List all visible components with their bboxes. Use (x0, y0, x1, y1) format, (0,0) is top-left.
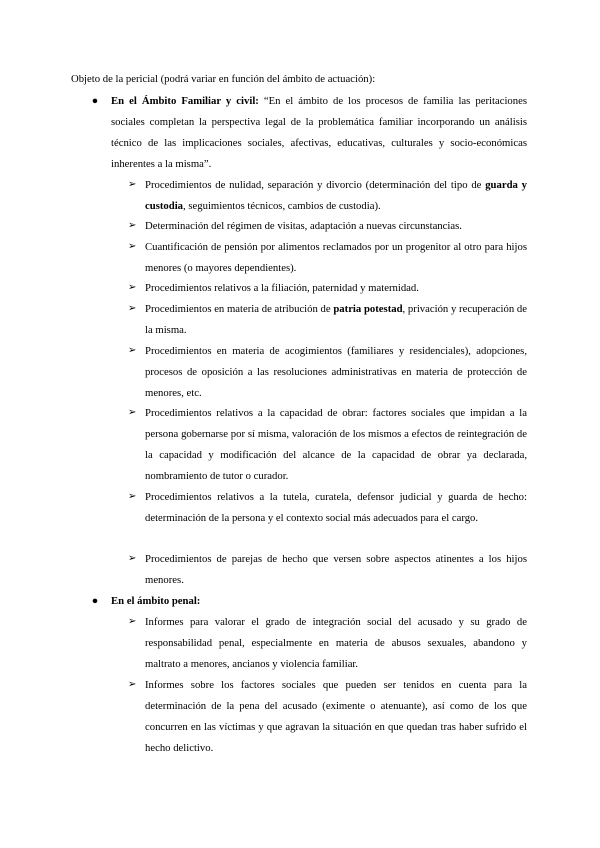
arrow-bullet-icon: ➢ (128, 616, 137, 627)
arrow-bullet-icon: ➢ (128, 179, 137, 190)
arrow-bullet-icon: ➢ (128, 241, 137, 252)
arrow-bullet-icon: ➢ (128, 345, 137, 356)
list-item: ➢ Procedimientos relativos a la tutela, curatela, defensor judicial y guarda de hecho: determinación de la persona y el contexto social más adecuados para el cargo. (145, 487, 527, 529)
list-item: ➢ Determinación del régimen de visitas, adaptación a nuevas circunstancias. (145, 216, 527, 237)
section-text: “En el ámbito de los procesos de familia las peritaciones sociales completan la perspectiva legal de la problemática familiar incorporando un análisis técnico de las implicaciones sociales, afectivas, educativas, culturales y socio-económicas inherentes a la misma”. (111, 95, 527, 170)
section-heading: En el ámbito penal: (111, 595, 201, 607)
arrow-bullet-icon: ➢ (128, 303, 137, 314)
list-item: ➢ Cuantificación de pensión por alimentos reclamados por un progenitor al otro para hijos menores (o mayores dependientes). (145, 237, 527, 279)
arrow-bullet-icon: ➢ (128, 679, 137, 690)
list-item: ➢ Informes para valorar el grado de integración social del acusado y su grado de responsabilidad penal, especialmente en materia de abusos sexuales, abandono y maltrato a menores, ancianos y violencia familiar. (145, 612, 527, 675)
list-item: ➢ Procedimientos en materia de atribución de patria potestad, privación y recuperación de la misma. (145, 299, 527, 341)
section-heading: En el Ámbito Familiar y civil: (111, 95, 259, 107)
arrow-bullet-icon: ➢ (128, 491, 137, 502)
arrow-bullet-icon: ➢ (128, 282, 137, 293)
list-item: ➢ Procedimientos relativos a la filiación, paternidad y maternidad. (145, 278, 527, 299)
intro-line: Objeto de la pericial (podrá variar en función del ámbito de actuación): (71, 73, 376, 85)
list-item: ➢ Informes sobre los factores sociales que pueden ser tenidos en cuenta para la determinación de la pena del acusado (eximente o atenuante), así como de los que concurren en las víctimas y que agravan la situación en que quedan tras haber sufrido el hecho delictivo. (145, 675, 527, 759)
list-item: ➢ Procedimientos de nulidad, separación y divorcio (determinación del tipo de guarda y custodia, seguimientos técnicos, cambios de custodia). (145, 175, 527, 217)
bullet-dot: ● (91, 95, 99, 107)
list-item: ➢ Procedimientos de parejas de hecho que versen sobre aspectos atinentes a los hijos menores. (145, 549, 527, 591)
bullet-dot: ● (91, 595, 99, 607)
section-paragraph (111, 591, 527, 612)
list-item: ➢ Procedimientos relativos a la capacidad de obrar: factores sociales que impidan a la persona gobernarse por sí misma, valoración de los mismos a efectos de reintegración de la capacidad y modificación del alcance de la capacidad de obrar ya declarada, nombramiento de tutor o curador. (145, 403, 527, 487)
arrow-bullet-icon: ➢ (128, 220, 137, 231)
arrow-bullet-icon: ➢ (128, 553, 137, 564)
section-paragraph (111, 91, 527, 175)
section-penal (91, 591, 527, 612)
arrow-bullet-icon: ➢ (128, 407, 137, 418)
section-familiar-civil (91, 91, 527, 175)
list-item: ➢ Procedimientos en materia de acogimientos (familiares y residenciales), adopciones, procesos de oposición a las resoluciones administrativas en materia de protección de menores, etc. (145, 341, 527, 404)
